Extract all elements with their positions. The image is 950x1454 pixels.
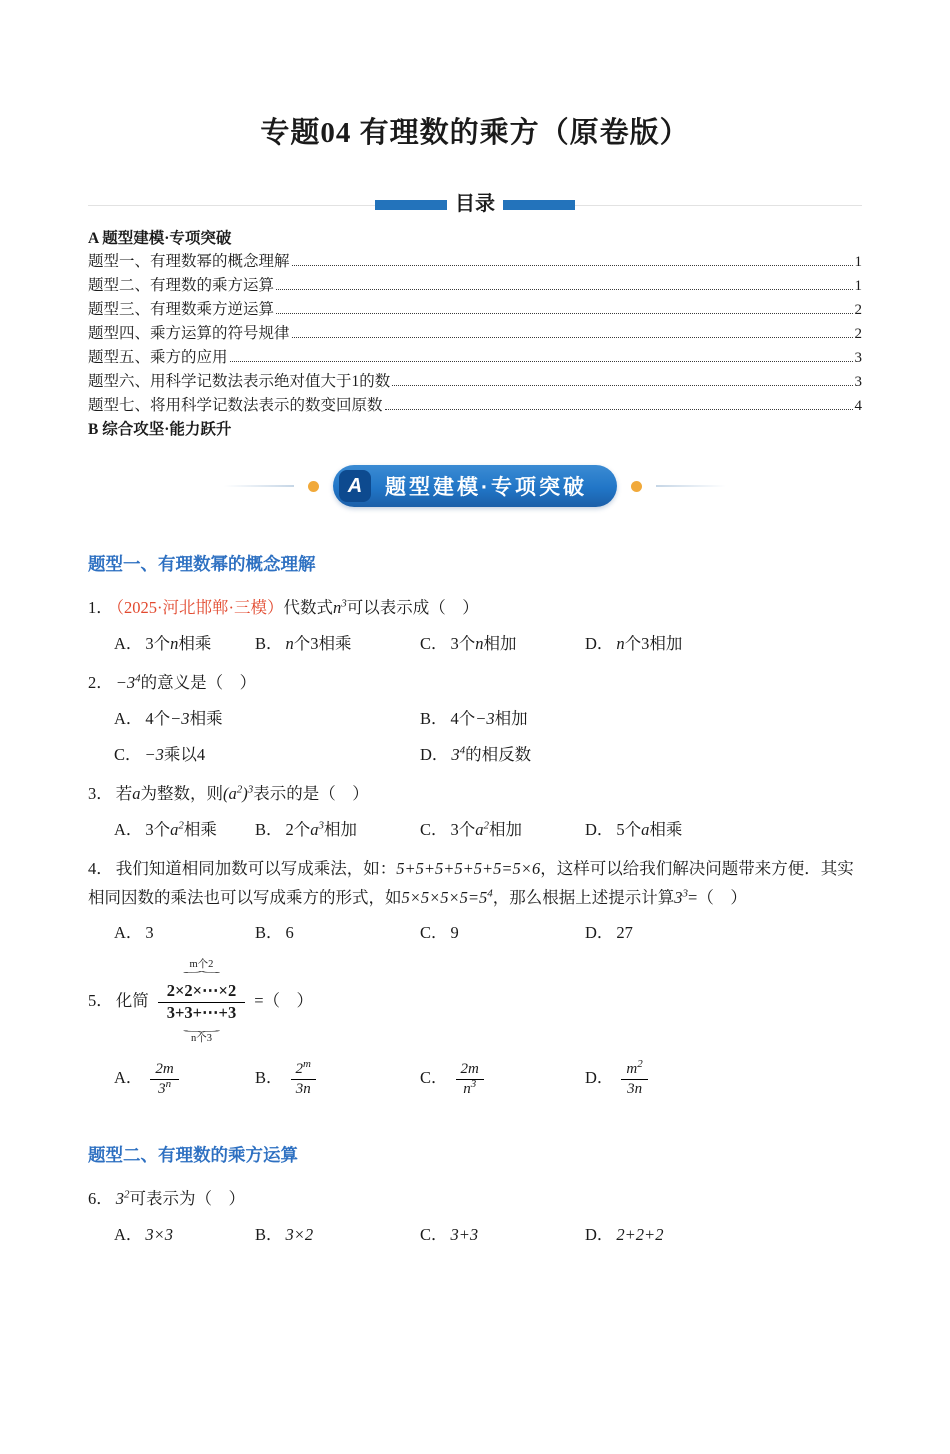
toc-item-label: 题型二、有理数的乘方运算 xyxy=(88,277,275,294)
question-3 xyxy=(88,780,862,840)
question-number: 2． xyxy=(88,672,113,692)
toc-item-5 xyxy=(88,346,862,370)
option-text: 3×2 xyxy=(285,1225,314,1245)
option-c xyxy=(420,1060,585,1099)
option-text: 3个$a^2$相乘 xyxy=(145,819,217,839)
question-1-options xyxy=(88,630,862,654)
toc-leader-dots xyxy=(276,313,852,314)
question-4-stem xyxy=(88,855,862,913)
option-text: $\frac{2m}{n^3}$ xyxy=(451,1068,489,1087)
option-text: 3 xyxy=(145,923,154,943)
question-4 xyxy=(88,855,862,944)
option-text: n个3相加 xyxy=(616,633,683,653)
option-text: 3个$a^2$相加 xyxy=(450,819,523,839)
toc-item-7 xyxy=(88,394,862,418)
question-5-stem xyxy=(88,958,862,1046)
option-letter: B． xyxy=(255,923,283,943)
toc-item-label: 题型五、乘方的应用 xyxy=(88,349,228,366)
option-text: 3+3 xyxy=(450,1225,479,1245)
option-a xyxy=(114,919,255,943)
toc-item-3 xyxy=(88,298,862,322)
banner-line-right xyxy=(656,485,726,487)
banner-label: 题型建模·专项突破 xyxy=(385,476,587,499)
option-text: 2+2+2 xyxy=(616,1225,664,1245)
option-c xyxy=(114,741,420,765)
option-letter: C． xyxy=(420,1225,448,1245)
option-text: 5个a相乘 xyxy=(616,819,683,839)
section-heading-2: 题型二、有理数的乘方运算 xyxy=(88,1145,298,1166)
option-letter: D． xyxy=(585,923,614,943)
toc-item-1 xyxy=(88,250,862,274)
question-number: 3． xyxy=(88,783,113,803)
question-4-options xyxy=(88,919,862,943)
toc-leader-dots xyxy=(276,289,852,290)
option-c xyxy=(420,630,585,654)
option-letter: B． xyxy=(255,819,283,839)
question-text: 化简 m个2 ⏞ 2×2×⋯×2 3+3+⋯+3 ⏟ n个3 =（ ） xyxy=(115,959,314,1045)
question-number: 6． xyxy=(88,1189,113,1209)
toc-page-number: 1 xyxy=(854,278,862,294)
option-text: 3个n相加 xyxy=(450,633,517,653)
option-c xyxy=(420,919,585,943)
toc-page-number: 1 xyxy=(854,254,862,270)
toc-item-label: 题型六、用科学记数法表示绝对值大于1的数 xyxy=(88,373,391,390)
option-b xyxy=(255,919,420,943)
option-letter: D． xyxy=(585,819,614,839)
option-letter: C． xyxy=(420,923,448,943)
option-letter: C． xyxy=(114,744,142,764)
toc-leader-dots xyxy=(385,409,853,410)
toc-item-4 xyxy=(88,322,862,346)
question-6-stem xyxy=(88,1185,862,1214)
option-text: 6 xyxy=(285,923,294,943)
option-a xyxy=(114,1221,255,1245)
option-letter: D． xyxy=(420,744,449,764)
toc-title: 目录 xyxy=(455,193,495,215)
option-d xyxy=(585,1221,862,1245)
option-b xyxy=(255,1221,420,1245)
toc-page-number: 3 xyxy=(854,374,862,390)
option-letter: A． xyxy=(114,923,143,943)
option-letter: D． xyxy=(585,633,614,653)
question-number: 1． xyxy=(88,598,113,617)
option-letter: A． xyxy=(114,819,143,839)
toc-bar-left xyxy=(375,200,447,210)
option-b xyxy=(255,630,420,654)
option-d xyxy=(420,741,862,765)
option-letter: A． xyxy=(114,1225,143,1245)
option-a xyxy=(114,705,420,729)
option-text: 4个−3相加 xyxy=(450,708,528,728)
banner-line-left xyxy=(224,485,294,487)
option-c xyxy=(420,816,585,840)
question-5-options xyxy=(88,1057,862,1099)
question-text: （2025·河北邯郸·三模）代数式$n^3$可以表示成（ ） xyxy=(115,597,479,617)
option-letter: B． xyxy=(255,633,283,653)
banner-dot-left xyxy=(308,481,319,492)
toc-item-label: 题型一、有理数幂的概念理解 xyxy=(88,253,290,270)
option-b xyxy=(255,816,420,840)
option-b xyxy=(420,705,862,729)
banner-dot-right xyxy=(631,481,642,492)
toc-leader-dots xyxy=(230,361,853,362)
option-text: $\frac{m^2}{3n}$ xyxy=(616,1068,652,1087)
option-text: $3^4$的相反数 xyxy=(451,744,532,764)
option-text: −3乘以4 xyxy=(144,744,206,764)
option-text: 3个n相乘 xyxy=(145,633,212,653)
option-letter: D． xyxy=(585,1225,614,1245)
toc-page-number: 2 xyxy=(854,302,862,318)
question-text: $3^2$可表示为（ ） xyxy=(115,1188,245,1209)
question-number: 4． xyxy=(88,858,113,878)
option-d xyxy=(585,630,862,654)
option-a xyxy=(114,816,255,840)
option-d xyxy=(585,919,862,943)
toc-item-6 xyxy=(88,370,862,394)
question-6 xyxy=(88,1185,862,1245)
option-text: n个3相乘 xyxy=(285,633,352,653)
option-letter: B． xyxy=(255,1225,283,1245)
toc-item-part-b xyxy=(88,418,862,441)
option-text: $\frac{2m}{3^n}$ xyxy=(145,1068,183,1087)
doc-title: 专题04 有理数的乘方（原卷版） xyxy=(260,117,690,149)
toc-item-label: A 题型建模·专项突破 xyxy=(88,230,232,247)
option-c xyxy=(420,1221,585,1245)
option-letter: C． xyxy=(420,633,448,653)
toc-item-label: 题型三、有理数乘方逆运算 xyxy=(88,301,275,318)
option-text: 2个$a^3$相加 xyxy=(285,819,358,839)
toc-item-part-a xyxy=(88,227,862,250)
option-text: 27 xyxy=(616,923,633,943)
toc-page-number: 3 xyxy=(854,350,862,366)
toc-leader-dots xyxy=(392,385,852,386)
toc-page-number: 2 xyxy=(854,326,862,342)
option-letter: B． xyxy=(255,1067,283,1087)
option-letter: C． xyxy=(420,1067,448,1087)
option-letter: A． xyxy=(114,633,143,653)
toc-list xyxy=(88,227,862,441)
question-number: 5． xyxy=(88,990,113,1010)
toc-bar-right xyxy=(503,200,575,210)
question-1-stem xyxy=(88,594,862,623)
option-d xyxy=(585,1057,862,1099)
option-a xyxy=(114,1060,255,1099)
option-letter: C． xyxy=(420,819,448,839)
option-letter: B． xyxy=(420,708,448,728)
option-b xyxy=(255,1057,420,1099)
option-letter: A． xyxy=(114,708,143,728)
question-text: 若a为整数，则$(a^2)^3$表示的是（ ） xyxy=(115,783,369,803)
option-letter: A． xyxy=(114,1067,143,1087)
banner-badge-a: A xyxy=(339,470,371,502)
option-d xyxy=(585,816,862,840)
question-text: 我们知道相同加数可以写成乘法，如：5+5+5+5+5+5=5×6，这样可以给我们解决问题带来方便．其实相同因数的乘法也可以写成乘方的形式，如$5\times 5\times 5\times 5=5^4$，那么根据上述提示计算$3^3=$（ ） xyxy=(88,858,854,907)
question-5 xyxy=(88,958,862,1098)
option-text: 3×3 xyxy=(145,1225,174,1245)
option-letter: D． xyxy=(585,1067,614,1087)
question-1 xyxy=(88,594,862,654)
question-text: $-3^4$的意义是（ ） xyxy=(115,672,257,692)
question-2 xyxy=(88,669,862,765)
toc-item-label: 题型四、乘方运算的符号规律 xyxy=(88,325,290,342)
question-6-options xyxy=(88,1221,862,1245)
question-2-options xyxy=(88,705,862,765)
question-3-stem xyxy=(88,780,862,809)
question-3-options xyxy=(88,816,862,840)
toc-item-label: B 综合攻坚·能力跃升 xyxy=(88,421,232,438)
option-a xyxy=(114,630,255,654)
banner-pill xyxy=(333,465,617,507)
toc-header xyxy=(88,195,862,215)
section-heading-1: 题型一、有理数幂的概念理解 xyxy=(88,554,316,574)
toc-leader-dots xyxy=(292,337,853,338)
toc-item-2 xyxy=(88,274,862,298)
toc-leader-dots xyxy=(292,265,853,266)
option-text: $\frac{2^m}{3n}$ xyxy=(286,1068,321,1087)
option-text: 9 xyxy=(450,923,459,943)
question-2-stem xyxy=(88,669,862,698)
toc-item-label: 题型七、将用科学记数法表示的数变回原数 xyxy=(88,397,383,414)
option-text: 4个−3相乘 xyxy=(145,708,223,728)
worksheet-page xyxy=(0,110,950,1454)
toc-page-number: 4 xyxy=(854,398,862,414)
section-banner xyxy=(88,465,862,507)
